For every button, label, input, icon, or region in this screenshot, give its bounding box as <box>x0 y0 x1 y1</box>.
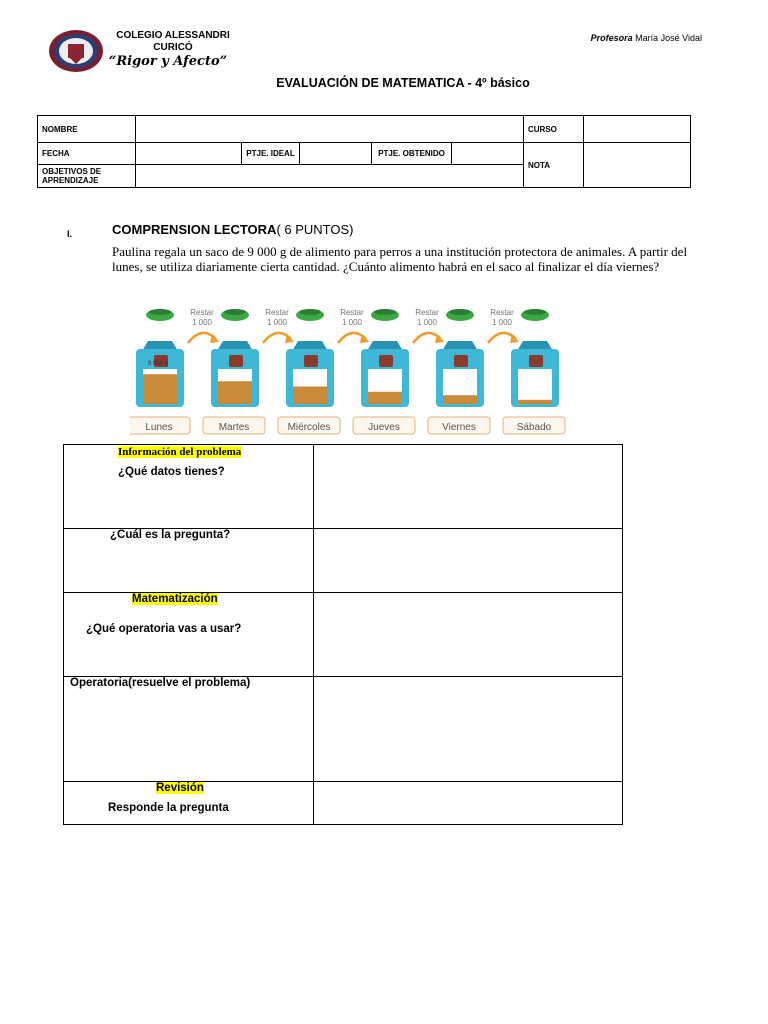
food-bag-4 <box>353 309 415 434</box>
food-bag-2 <box>203 309 265 434</box>
info-cell <box>64 445 314 529</box>
day-label: Jueves <box>368 422 400 433</box>
school-name <box>108 30 238 54</box>
restar-label: Restar <box>190 308 214 317</box>
answer-operatoria[interactable] <box>314 593 623 677</box>
revision-heading: Revisión <box>156 782 204 794</box>
food-bag-1 <box>130 309 190 434</box>
nombre-label: NOMBRE <box>38 116 136 143</box>
section-title <box>112 222 354 237</box>
restar-amount: 1 000 <box>191 318 213 327</box>
day-label: Sábado <box>516 422 552 433</box>
matematizacion-cell <box>64 593 314 677</box>
mat-heading: Matematización <box>132 593 218 605</box>
restar-amount: 1 000 <box>341 318 363 327</box>
teacher-prefix: Profesora <box>590 33 633 43</box>
restar-amount: 1 000 <box>491 318 513 327</box>
ptje-ideal-field[interactable] <box>300 143 372 165</box>
q-operatoria: ¿Qué operatoria vas a usar? <box>86 623 242 635</box>
answer-datos[interactable] <box>314 445 623 529</box>
dog-food-bags-illustration <box>130 303 580 439</box>
answer-responde[interactable] <box>314 782 623 825</box>
day-label: Martes <box>218 422 250 433</box>
food-bag-5 <box>428 309 490 434</box>
ptje-ideal-label: PTJE. IDEAL <box>242 143 300 165</box>
ptje-obtenido-field[interactable] <box>452 143 524 165</box>
q-pregunta: ¿Cuál es la pregunta? <box>110 529 231 541</box>
objetivos-field[interactable] <box>136 165 524 188</box>
school-name-line2: CURICÓ <box>153 42 193 53</box>
nota-label: NOTA <box>524 143 584 188</box>
food-level <box>293 387 327 405</box>
student-info-table <box>37 115 691 188</box>
restar-label: Restar <box>490 308 514 317</box>
restar-step-5 <box>488 308 519 343</box>
teacher-fullname: María José Vidal <box>635 33 702 43</box>
food-bag-3 <box>278 309 340 434</box>
nombre-field[interactable] <box>136 116 524 143</box>
section-title-points: ( 6 PUNTOS) <box>276 222 354 237</box>
exam-title: EVALUACIÓN DE MATEMATICA - 4º básico <box>276 76 530 90</box>
school-motto: “Rigor y Afecto” <box>108 54 228 69</box>
objetivos-label: OBJETIVOS DE APRENDIZAJE <box>38 165 136 188</box>
teacher-name <box>591 33 702 43</box>
dog-icon <box>529 355 543 367</box>
restar-label: Restar <box>265 308 289 317</box>
school-name-line1: COLEGIO ALESSANDRI <box>116 30 230 41</box>
fecha-field[interactable] <box>136 143 242 165</box>
section-number: I. <box>67 229 73 239</box>
food-level <box>443 395 477 404</box>
operatoria-label: Operatoria(resuelve el problema) <box>70 677 251 689</box>
restar-step-2 <box>263 308 294 343</box>
bag-weight-label: 9 000 g <box>148 361 169 367</box>
day-label: Lunes <box>145 422 173 433</box>
food-bag-6 <box>503 309 565 434</box>
nota-field[interactable] <box>584 143 691 188</box>
pregunta-cell <box>64 529 314 593</box>
restar-step-4 <box>413 308 444 343</box>
curso-field[interactable] <box>584 116 691 143</box>
q-datos: ¿Qué datos tienes? <box>118 466 225 478</box>
answer-resuelve[interactable] <box>314 677 623 782</box>
restar-amount: 1 000 <box>416 318 438 327</box>
food-level <box>218 381 252 404</box>
responde-label: Responde la pregunta <box>108 802 229 814</box>
info-heading: Información del problema <box>118 446 242 458</box>
food-level <box>518 400 552 404</box>
answer-pregunta[interactable] <box>314 529 623 593</box>
revision-cell <box>64 782 314 825</box>
operatoria-cell <box>64 677 314 782</box>
restar-label: Restar <box>415 308 439 317</box>
dog-icon <box>454 355 468 367</box>
restar-amount: 1 000 <box>266 318 288 327</box>
restar-step-1 <box>188 308 219 343</box>
dog-icon <box>304 355 318 367</box>
day-label: Viernes <box>442 422 476 433</box>
curso-label: CURSO <box>524 116 584 143</box>
section-title-bold: COMPRENSION LECTORA <box>112 222 277 237</box>
dog-icon <box>229 355 243 367</box>
restar-label: Restar <box>340 308 364 317</box>
fecha-label: FECHA <box>38 143 136 165</box>
problem-solving-table <box>63 444 623 825</box>
dog-icon <box>379 355 393 367</box>
day-label: Miércoles <box>287 422 331 433</box>
restar-step-3 <box>338 308 369 343</box>
bag-window <box>518 369 552 404</box>
problem-statement: Paulina regala un saco de 9 000 g de alimento para perros a una institución protectora de animales. A partir del lunes, se utiliza diariamente cierta cantidad. ¿Cuánto alimento habrá en el saco al finalizar el día viernes? <box>112 244 688 274</box>
food-level <box>368 392 402 404</box>
ptje-obtenido-label: PTJE. OBTENIDO <box>372 143 452 165</box>
food-level <box>143 374 177 404</box>
